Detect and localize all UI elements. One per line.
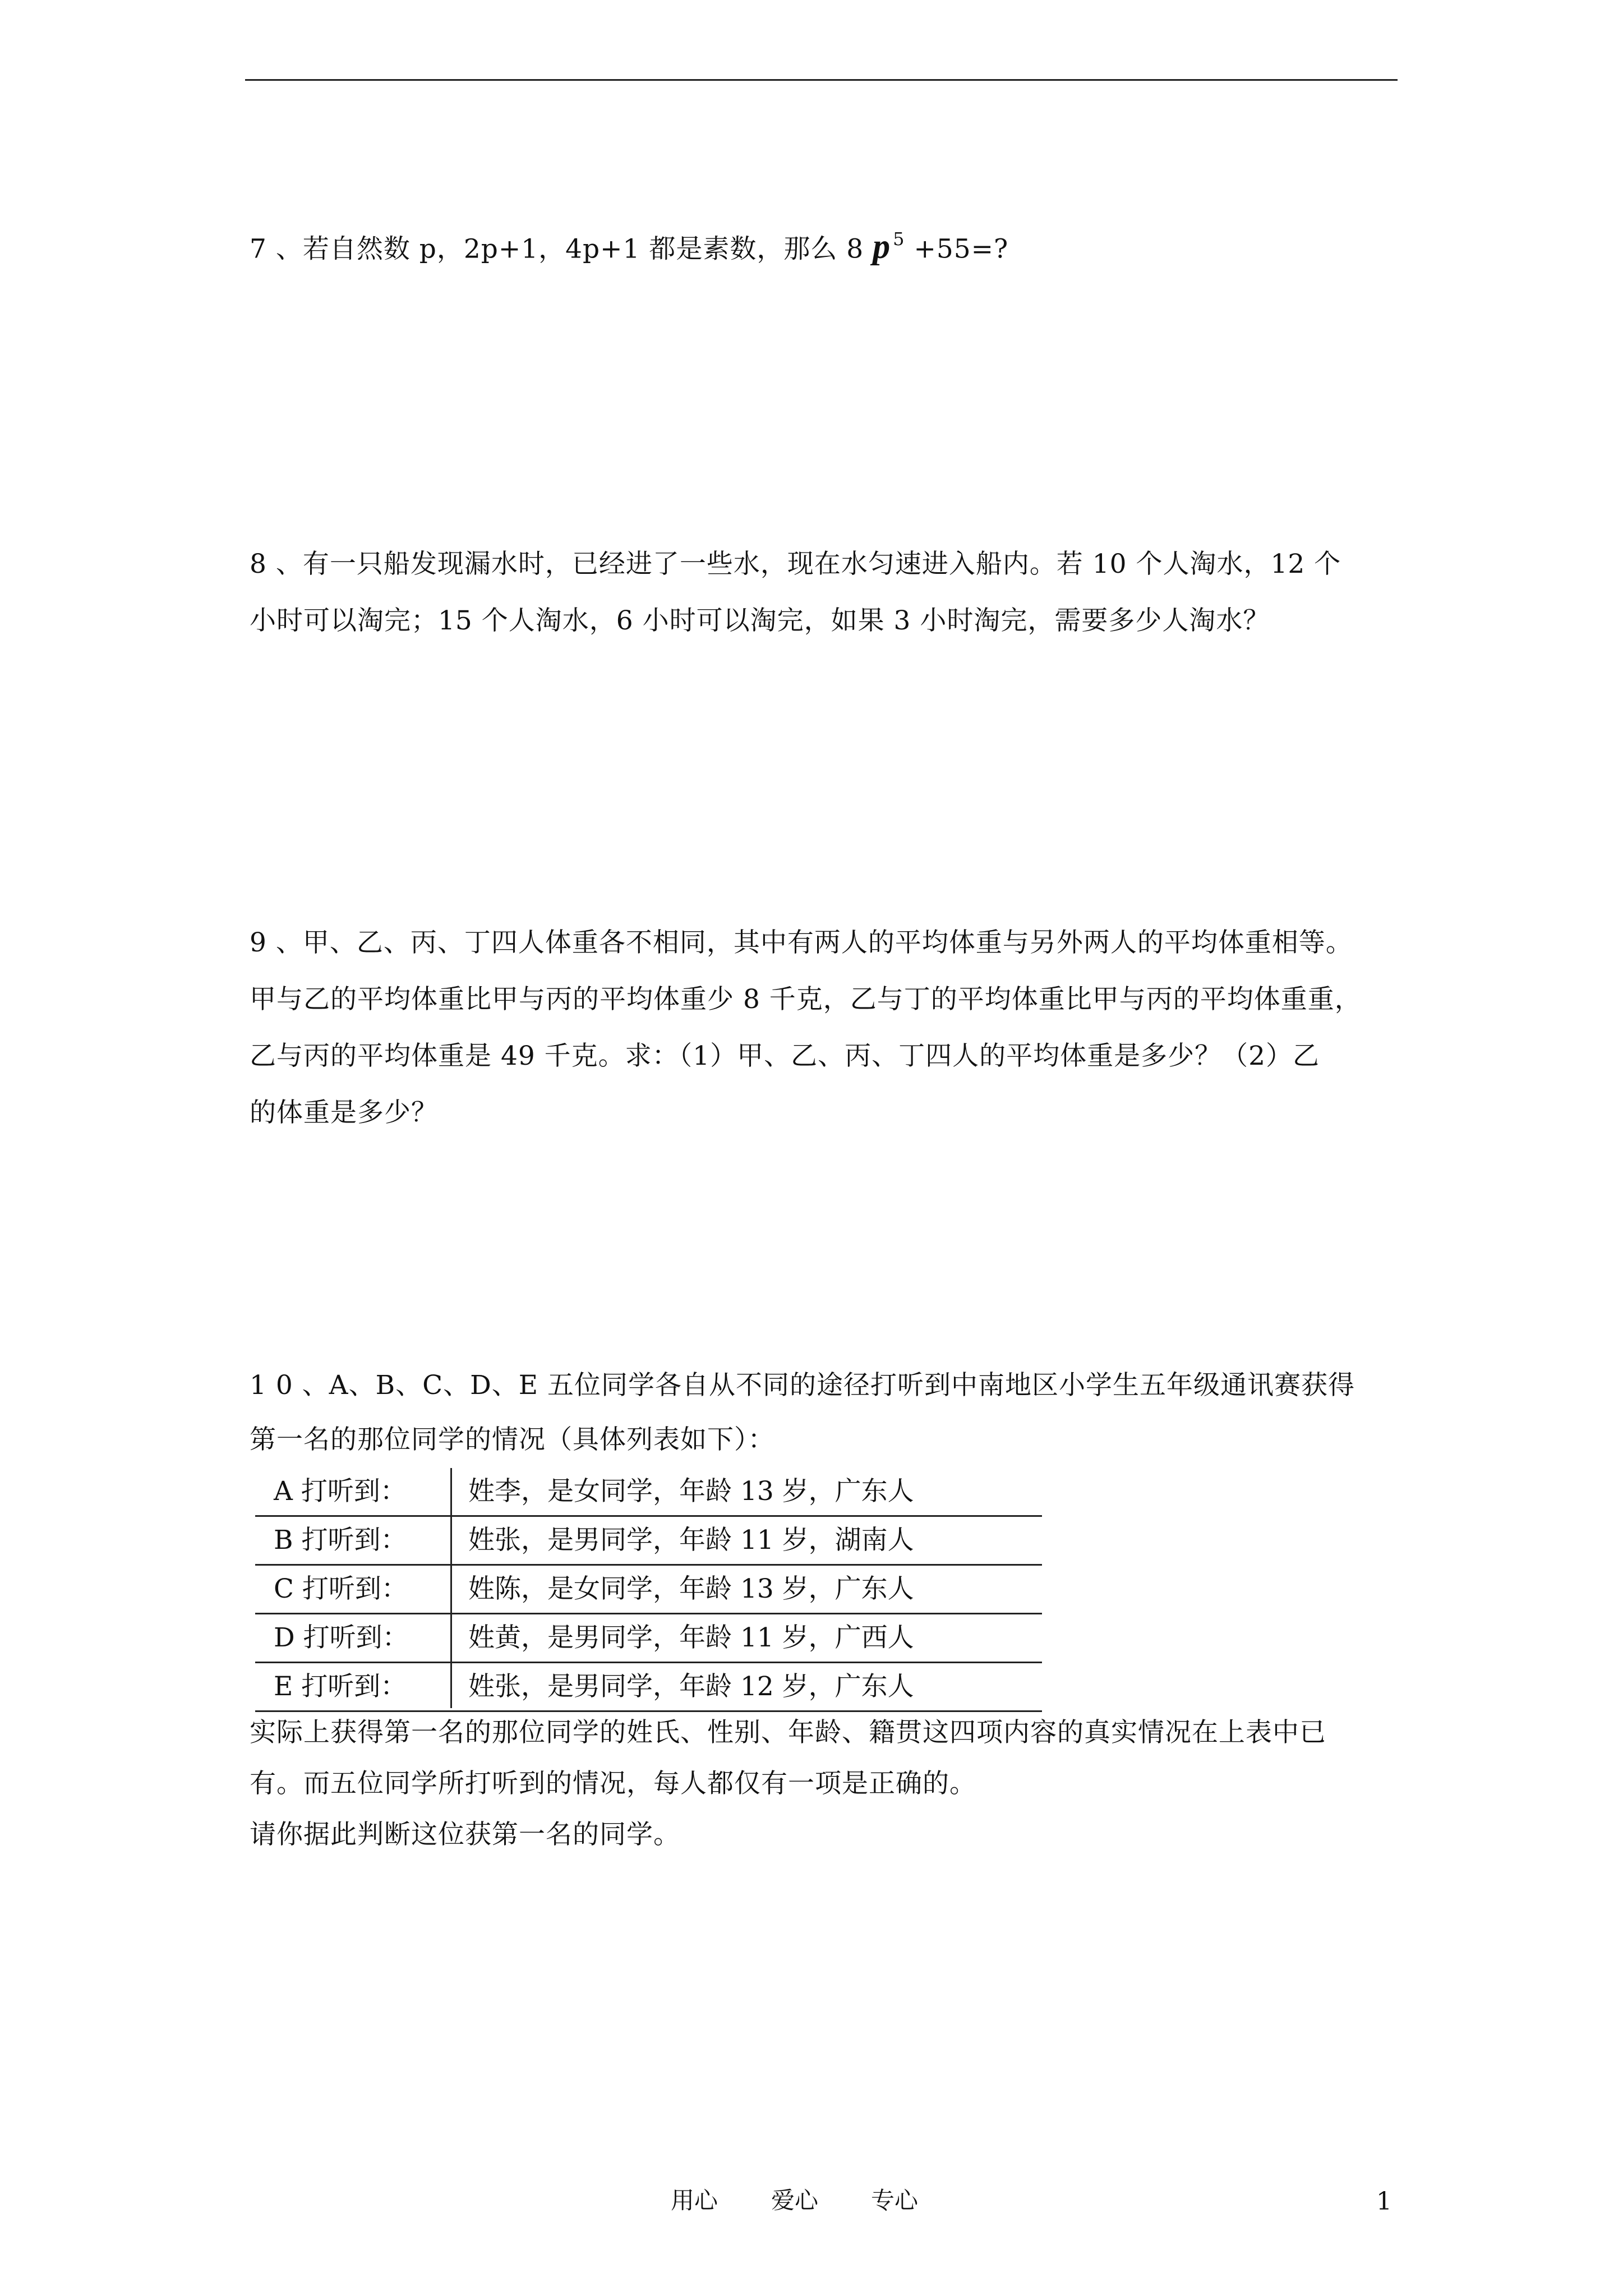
info-table (255, 1468, 1042, 1712)
question-10-line-2: 第一名的那位同学的情况（具体列表如下）： (250, 1424, 775, 1455)
table-row-source: E 打听到： (274, 1671, 407, 1702)
footer-motto-2: 爱心 (771, 2187, 819, 2214)
table-row-detail: 姓张，是男同学，年龄 12 岁，广东人 (468, 1671, 914, 1702)
table-row-source: A 打听到： (274, 1476, 407, 1507)
question-7-variable: p (873, 227, 891, 266)
table-row (255, 1566, 1042, 1614)
table-row-detail: 姓李，是女同学，年龄 13 岁，广东人 (468, 1476, 914, 1507)
question-9-line-4: 的体重是多少？ (250, 1097, 438, 1128)
question-7-exponent: 5 (893, 228, 905, 250)
question-9-line-3: 乙与丙的平均体重是 49 千克。求：（1）甲、乙、丙、丁四人的平均体重是多少？（2）乙 (250, 1041, 1320, 1071)
table-row-detail: 姓黄，是男同学，年龄 11 岁，广西人 (468, 1622, 914, 1653)
table-row (255, 1614, 1042, 1663)
page-number: 1 (1376, 2187, 1392, 2216)
question-8-line-2: 小时可以淘完；15 个人淘水，6 小时可以淘完，如果 3 小时淘完，需要多少人淘水？ (250, 605, 1270, 636)
question-10-line-5: 请你据此判断这位获第一名的同学。 (250, 1819, 680, 1850)
table-row-detail: 姓陈，是女同学，年龄 13 岁，广东人 (468, 1573, 914, 1604)
question-10-line-1: 1 0 、A、B、C、D、E 五位同学各自从不同的途径打听到中南地区小学生五年级通讯赛获得 (250, 1370, 1355, 1401)
table-row-source: B 打听到： (274, 1525, 407, 1556)
table-row (255, 1517, 1042, 1566)
question-7-prefix: 7 、若自然数 p，2p+1，4p+1 都是素数，那么 8 (250, 233, 873, 265)
table-row-source: D 打听到： (274, 1622, 409, 1653)
question-9-line-2: 甲与乙的平均体重比甲与丙的平均体重少 8 千克，乙与丁的平均体重比甲与丙的平均体重重， (250, 984, 1362, 1015)
table-row-detail: 姓张，是男同学，年龄 11 岁，湖南人 (468, 1525, 914, 1556)
question-9-line-1: 9 、甲、乙、丙、丁四人体重各不相同，其中有两人的平均体重与另外两人的平均体重相等。 (250, 927, 1353, 958)
header-rule (245, 79, 1398, 81)
table-row-source: C 打听到： (274, 1573, 408, 1604)
question-7 (250, 218, 1008, 274)
question-10-line-3: 实际上获得第一名的那位同学的姓氏、性别、年龄、籍贯这四项内容的真实情况在上表中已 (250, 1717, 1326, 1748)
table-row (255, 1663, 1042, 1712)
table-row (255, 1468, 1042, 1517)
question-8-line-1: 8 、有一只船发现漏水时，已经进了一些水，现在水匀速进入船内。若 10 个人淘水，12 个 (250, 549, 1341, 579)
footer-motto-1: 用心 (671, 2187, 718, 2214)
footer-motto-3: 专心 (871, 2187, 919, 2214)
question-7-suffix: +55=? (905, 233, 1009, 265)
question-10-line-4: 有。而五位同学所打听到的情况，每人都仅有一项是正确的。 (250, 1768, 976, 1799)
